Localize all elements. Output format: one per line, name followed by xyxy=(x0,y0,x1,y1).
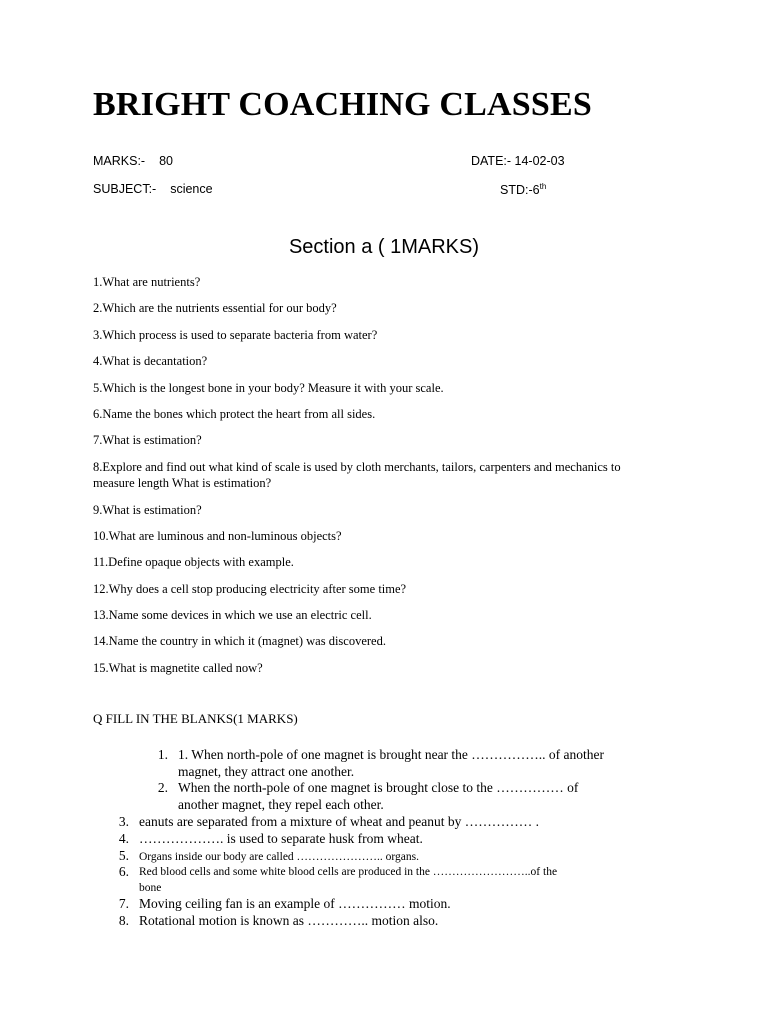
fill-blanks-heading: Q FILL IN THE BLANKS(1 MARKS) xyxy=(93,711,298,726)
blank-item-number: 8. xyxy=(118,913,129,928)
blank-item-text: eanuts are separated from a mixture of wheat and peanut by …………… . xyxy=(139,814,539,829)
blank-item-text-continued: magnet, they attract one another. xyxy=(178,764,355,779)
date-value: 14-02-03 xyxy=(514,154,565,168)
std-suffix: th xyxy=(539,182,547,191)
subject-label: SUBJECT:- xyxy=(93,182,157,196)
question-item: 14.Name the country in which it (magnet) was discovered. xyxy=(93,634,386,648)
blank-item-number: 6. xyxy=(118,864,129,879)
marks-field xyxy=(93,154,173,168)
marks-value: 80 xyxy=(159,154,173,168)
question-item: 10.What are luminous and non-luminous objects? xyxy=(93,529,342,543)
blank-item-number: 2. xyxy=(157,780,168,795)
blank-item-number: 3. xyxy=(118,814,129,829)
std-label: STD:-6 xyxy=(500,183,540,198)
question-item: 2.Which are the nutrients essential for our body? xyxy=(93,301,337,315)
blank-item-text: Rotational motion is known as ………….. motion also. xyxy=(139,913,439,928)
section-a-heading: Section a ( 1MARKS) xyxy=(288,236,480,258)
blank-item-text: When the north-pole of one magnet is brought close to the …………… of xyxy=(178,780,579,795)
question-item: 3.Which process is used to separate bacteria from water? xyxy=(93,328,378,342)
question-item: 13.Name some devices in which we use an electric cell. xyxy=(93,608,372,622)
question-item: 1.What are nutrients? xyxy=(93,275,201,289)
blank-item-text: ………………. is used to separate husk from wheat. xyxy=(139,831,423,846)
blank-item-text-continued: another magnet, they repel each other. xyxy=(178,797,384,812)
blank-item-number: 5. xyxy=(118,848,129,863)
blank-item-text: 1. When north-pole of one magnet is brought near the …………….. of another xyxy=(178,747,605,762)
blank-item-number: 4. xyxy=(118,831,129,846)
question-item: 11.Define opaque objects with example. xyxy=(93,555,294,569)
marks-label: MARKS:- xyxy=(93,154,146,168)
question-item: 4.What is decantation? xyxy=(93,354,208,368)
blank-item-text: Moving ceiling fan is an example of …………… motion. xyxy=(139,896,451,911)
question-item: 9.What is estimation? xyxy=(93,503,202,517)
blank-item-text: Red blood cells and some white blood cells are produced in the ……………………..of the xyxy=(139,866,558,878)
page-title: BRIGHT COACHING CLASSES xyxy=(93,86,592,123)
question-item: 6.Name the bones which protect the heart from all sides. xyxy=(93,407,376,421)
subject-value: science xyxy=(170,182,213,196)
date-field xyxy=(471,154,565,168)
blank-item-text-continued: bone xyxy=(139,882,162,894)
subject-field xyxy=(93,182,213,196)
std-field xyxy=(500,182,546,197)
question-item: 7.What is estimation? xyxy=(93,433,202,447)
blank-item-number: 1. xyxy=(157,747,168,762)
question-item: 12.Why does a cell stop producing electricity after some time? xyxy=(93,582,407,596)
question-item: 15.What is magnetite called now? xyxy=(93,661,263,675)
blank-item-number: 7. xyxy=(118,896,129,911)
question-item: 8.Explore and find out what kind of scale is used by cloth merchants, tailors, carpenters and mechanics to measure length What is estimation? xyxy=(93,460,621,490)
date-label: DATE:- xyxy=(471,154,512,168)
blank-item-text: Organs inside our body are called ………………….. organs. xyxy=(139,851,419,863)
question-item: 5.Which is the longest bone in your body? Measure it with your scale. xyxy=(93,381,444,395)
